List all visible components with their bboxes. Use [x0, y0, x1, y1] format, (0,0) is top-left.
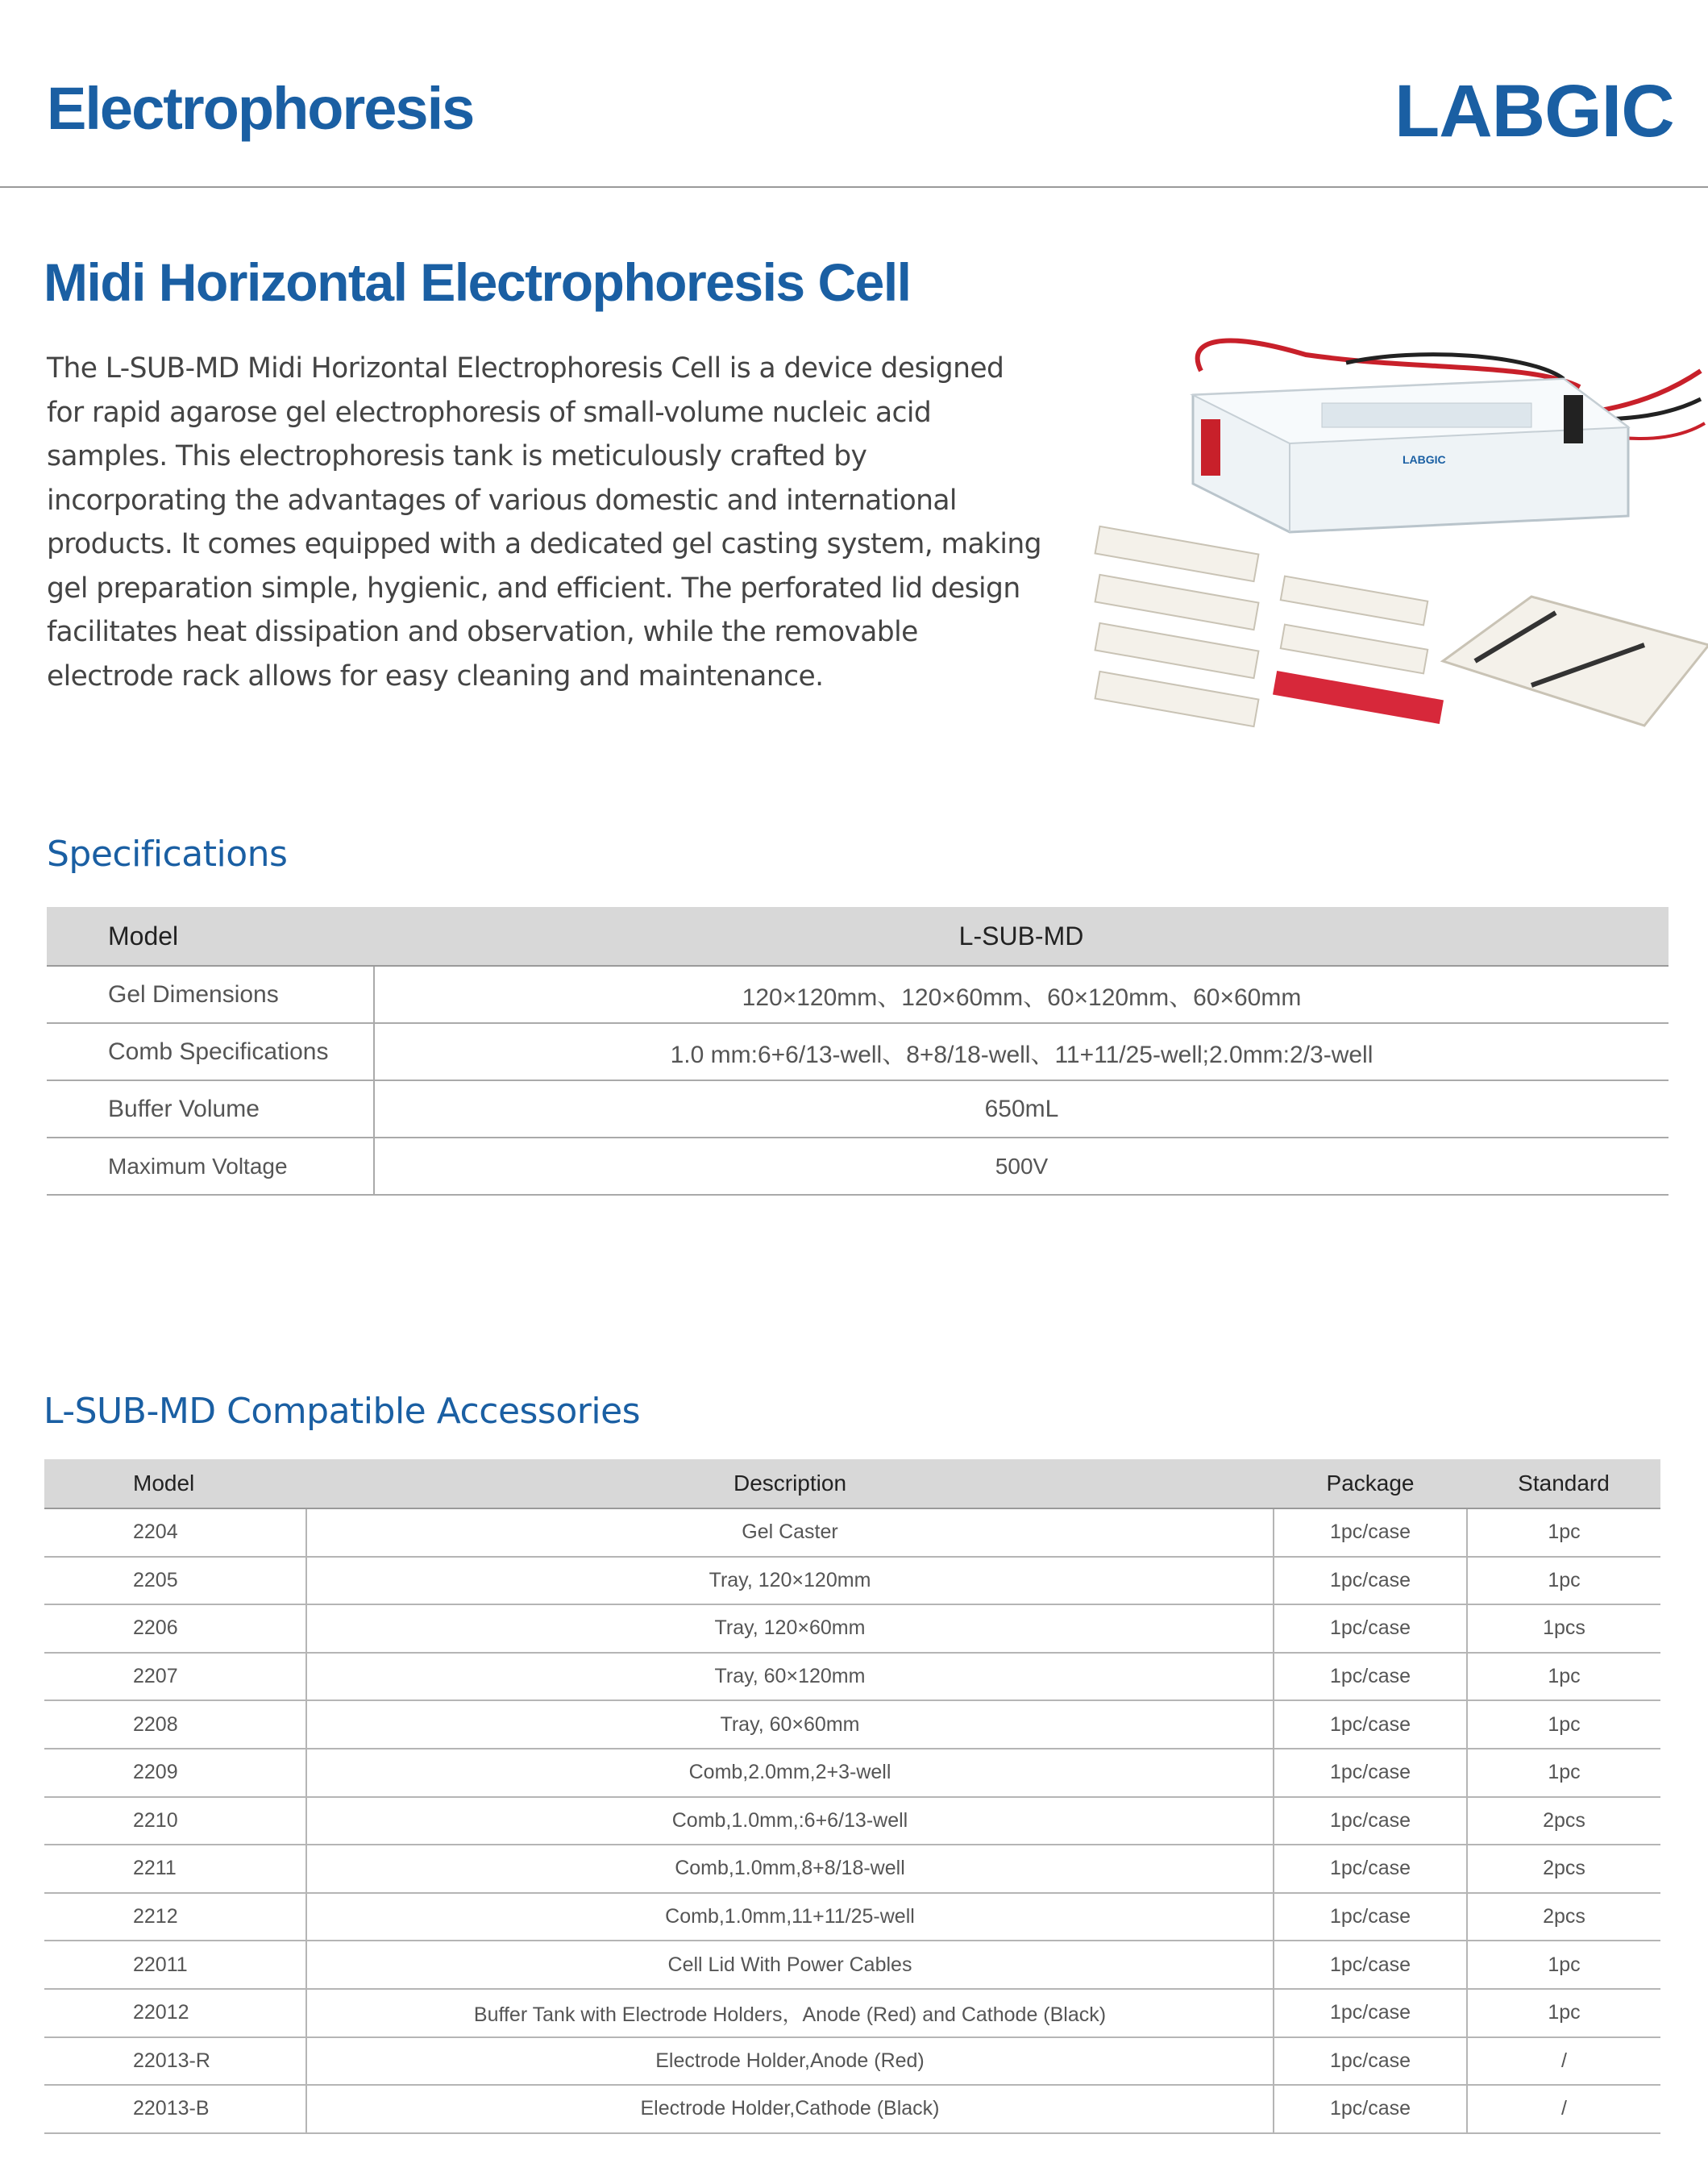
accessory-model: 2211 — [44, 1845, 306, 1893]
accessory-standard: 1pc — [1467, 1557, 1660, 1605]
table-row — [44, 2037, 1660, 2086]
table-row — [44, 1604, 1660, 1653]
spec-label: Maximum Voltage — [47, 1138, 374, 1195]
accessory-model: 2212 — [44, 1893, 306, 1941]
accessory-package: 1pc/case — [1274, 1893, 1467, 1941]
accessory-model: 2210 — [44, 1797, 306, 1845]
table-row — [44, 2085, 1660, 2133]
accessory-model: 22012 — [44, 1989, 306, 2037]
accessory-description: Tray, 120×120mm — [306, 1557, 1274, 1605]
accessory-standard: 2pcs — [1467, 1845, 1660, 1893]
accessory-standard: 1pc — [1467, 1989, 1660, 2037]
accessory-description: Electrode Holder,Cathode (Black) — [306, 2085, 1274, 2133]
accessories-title: L-SUB-MD Compatible Accessories — [44, 1391, 641, 1432]
table-row — [44, 1797, 1660, 1845]
table-row — [47, 1138, 1669, 1195]
accessory-model: 2204 — [44, 1508, 306, 1557]
accessory-standard: / — [1467, 2037, 1660, 2086]
accessory-description: Tray, 60×120mm — [306, 1653, 1274, 1701]
accessory-package: 1pc/case — [1274, 2085, 1467, 2133]
table-row — [47, 1080, 1669, 1138]
table-row — [44, 1508, 1660, 1557]
spec-label: Comb Specifications — [47, 1023, 374, 1080]
accessory-standard: 1pc — [1467, 1653, 1660, 1701]
accessory-model: 2208 — [44, 1700, 306, 1749]
table-row — [47, 966, 1669, 1023]
table-row — [44, 1845, 1660, 1893]
spec-label: Gel Dimensions — [47, 966, 374, 1023]
accessory-package: 1pc/case — [1274, 1557, 1467, 1605]
accessory-standard: 1pc — [1467, 1508, 1660, 1557]
accessory-description: Comb,1.0mm,8+8/18-well — [306, 1845, 1274, 1893]
accessory-description: Comb,1.0mm,:6+6/13-well — [306, 1797, 1274, 1845]
accessory-standard: 1pcs — [1467, 1604, 1660, 1653]
brand-logo: LABGIC — [1394, 70, 1674, 152]
table-row — [44, 1989, 1660, 2037]
accessory-model: 22011 — [44, 1941, 306, 1989]
table-header-row — [47, 907, 1669, 966]
table-row — [44, 1893, 1660, 1941]
accessory-model: 2206 — [44, 1604, 306, 1653]
specifications-title: Specifications — [47, 834, 288, 875]
accessory-package: 1pc/case — [1274, 1797, 1467, 1845]
spec-value: 650mL — [374, 1080, 1669, 1138]
accessory-package: 1pc/case — [1274, 1604, 1467, 1653]
table-row — [44, 1941, 1660, 1989]
accessory-package: 1pc/case — [1274, 1989, 1467, 2037]
spec-header-value: L-SUB-MD — [374, 907, 1669, 966]
column-header-standard: Standard — [1467, 1459, 1660, 1508]
accessory-package: 1pc/case — [1274, 2037, 1467, 2086]
accessory-package: 1pc/case — [1274, 1508, 1467, 1557]
accessory-package: 1pc/case — [1274, 1653, 1467, 1701]
spec-header-label: Model — [47, 907, 374, 966]
accessory-description: Tray, 60×60mm — [306, 1700, 1274, 1749]
accessory-model: 22013-R — [44, 2037, 306, 2086]
product-photo-label: LABGIC — [1403, 453, 1446, 466]
accessory-standard: 2pcs — [1467, 1797, 1660, 1845]
accessories-table — [44, 1459, 1660, 2134]
accessory-model: 2209 — [44, 1749, 306, 1797]
specifications-table — [47, 907, 1669, 1196]
table-row — [44, 1653, 1660, 1701]
column-header-description: Description — [306, 1459, 1274, 1508]
accessory-package: 1pc/case — [1274, 1700, 1467, 1749]
column-header-model: Model — [44, 1459, 306, 1508]
product-photo — [1080, 322, 1708, 750]
product-title: Midi Horizontal Electrophoresis Cell — [44, 252, 911, 312]
table-row — [47, 1023, 1669, 1080]
header-divider — [0, 186, 1708, 188]
table-row — [44, 1700, 1660, 1749]
page-header-title: Electrophoresis — [47, 75, 474, 142]
accessory-description: Comb,1.0mm,11+11/25-well — [306, 1893, 1274, 1941]
accessory-description: Comb,2.0mm,2+3-well — [306, 1749, 1274, 1797]
table-row — [44, 1749, 1660, 1797]
accessory-standard: 1pc — [1467, 1700, 1660, 1749]
accessory-standard: 2pcs — [1467, 1893, 1660, 1941]
spec-value: 1.0 mm:6+6/13-well、8+8/18-well、11+11/25-well;2.0mm:2/3-well — [374, 1023, 1669, 1080]
spec-value: 120×120mm、120×60mm、60×120mm、60×60mm — [374, 966, 1669, 1023]
accessory-description: Electrode Holder,Anode (Red) — [306, 2037, 1274, 2086]
accessory-description: Cell Lid With Power Cables — [306, 1941, 1274, 1989]
table-header-row — [44, 1459, 1660, 1508]
accessory-package: 1pc/case — [1274, 1941, 1467, 1989]
spec-label: Buffer Volume — [47, 1080, 374, 1138]
accessory-package: 1pc/case — [1274, 1845, 1467, 1893]
accessory-model: 2207 — [44, 1653, 306, 1701]
product-description: The L-SUB-MD Midi Horizontal Electrophoresis Cell is a device designed for rapid agarose gel electrophoresis of small-volume nucleic acid samples. This electrophoresis tank is meticulously crafted by incorporating the advantages of various domestic and international products. It comes equipped with a dedicated gel casting system, making gel preparation simple, hygienic, and efficient. The perforated lid design facilitates heat dissipation and observation, while the removable electrode rack allows for easy cleaning and maintenance. — [47, 352, 1041, 693]
accessory-standard: 1pc — [1467, 1941, 1660, 1989]
accessory-model: 2205 — [44, 1557, 306, 1605]
accessory-description: Gel Caster — [306, 1508, 1274, 1557]
accessory-model: 22013-B — [44, 2085, 306, 2133]
column-header-package: Package — [1274, 1459, 1467, 1508]
accessory-description: Buffer Tank with Electrode Holders，Anode (Red) and Cathode (Black) — [306, 1989, 1274, 2037]
accessory-standard: / — [1467, 2085, 1660, 2133]
table-row — [44, 1557, 1660, 1605]
accessory-package: 1pc/case — [1274, 1749, 1467, 1797]
accessory-description: Tray, 120×60mm — [306, 1604, 1274, 1653]
accessories-table-body — [44, 1508, 1660, 2133]
spec-value: 500V — [374, 1138, 1669, 1195]
accessory-standard: 1pc — [1467, 1749, 1660, 1797]
